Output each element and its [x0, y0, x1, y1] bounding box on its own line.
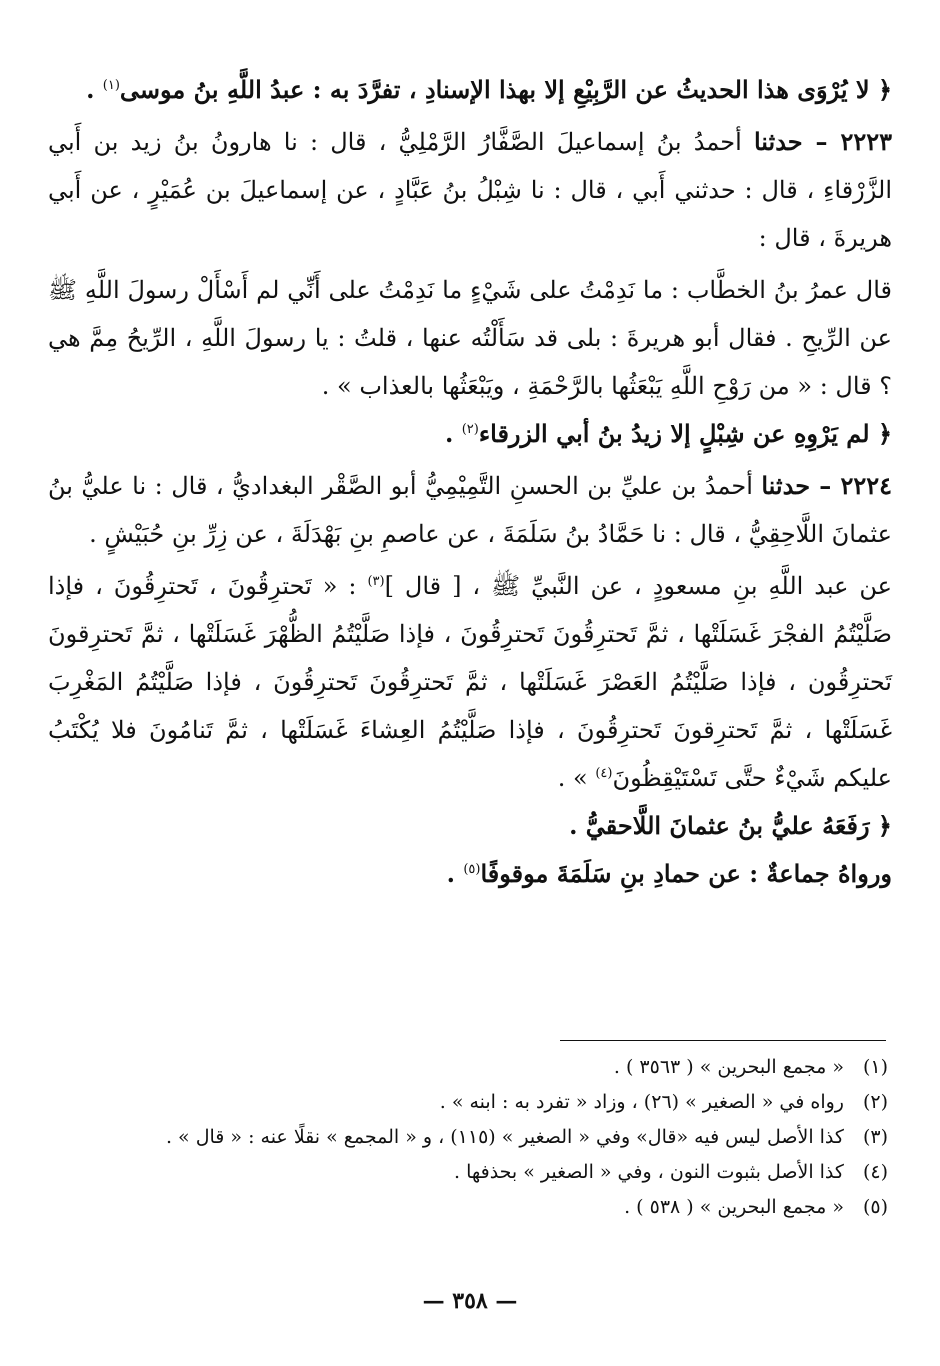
hadith-text: أحمدُ بنُ إسماعيلَ الصَّفَّارُ الرَّمْلِيُّ ، قال : نا هارونُ بنُ زيد بن أَبي الزَّرْقاءِ ، قال : حدثني أَبي ، قال : نا شِبْلُ بنُ عَبَّادٍ ، عن إسماعيلَ بن عُمَيْرٍ ، عن أَبي هريرةَ ، قال :: [48, 128, 892, 252]
remark-tail: .: [446, 859, 464, 888]
footnote-text: « مجمع البحرين » ( ٣٥٦٣ ) .: [613, 1056, 844, 1078]
remark-text: ورواهُ جماعةٌ : عن حمادِ بنِ سَلَمَةَ موقوفًا: [480, 859, 892, 888]
footnote-ref[interactable]: (٤): [595, 766, 613, 781]
footnote-ref[interactable]: (٥): [463, 862, 481, 877]
footnote-text: كذا الأصل بثبوت النون ، وفي « الصغير » بحذفها .: [453, 1161, 844, 1183]
hadith-number: ٢٢٢٤: [840, 471, 892, 500]
remark-tail: .: [86, 75, 103, 104]
footnote-number: (٥): [862, 1196, 888, 1218]
footnote-item: [48, 1120, 888, 1155]
hadith-text: أحمدُ بن عليِّ بن الحسنِ التَّمِيْمِيُّ أبو الصَّقْر البغداديُّ ، قال : نا عليُّ بنُ عثمانَ اللَّاحِقِيُّ ، قال : نا حَمَّادُ بنُ سَلَمَةَ ، عن عاصمِ بنِ بَهْدَلَةَ ، عن زِرِّ بنِ حُبَيْشٍ .: [48, 472, 892, 548]
remark-paragraph: [48, 850, 892, 898]
hadith-paragraph: [48, 118, 892, 262]
page-number: — ٣٥٨ —: [422, 1288, 518, 1314]
footnote-ref[interactable]: (١): [102, 78, 120, 93]
footnote-text: « مجمع البحرين » ( ٥٣٨ ) .: [624, 1196, 844, 1218]
hadith-body-text: عن عبد اللَّهِ بنِ مسعودٍ ، عن النَّبيِّ ﷺ ، [ قال ]: [384, 572, 893, 600]
footnote-number: (٣): [862, 1126, 888, 1148]
hadith-body: [48, 266, 892, 410]
footnote-number: (١): [862, 1056, 888, 1078]
footnote-text: رواه في « الصغير » (٢٦) ، وزاد « تفرد به : ابنه » .: [439, 1091, 844, 1113]
footnote-item: [48, 1155, 888, 1190]
remark-text: ﴿ لا يُرْوَى هذا الحديثُ عن الرَّبِيْعِ إلا بهذا الإسنادِ ، تفرَّدَ به : عبدُ اللَّهِ بنُ موسى: [119, 75, 892, 104]
footnote-text: كذا الأصل ليس فيه «قال» وفي « الصغير » (١١٥) ، و « المجمع » نقلًا عنه : « قال » .: [165, 1126, 844, 1148]
footnote-ref[interactable]: (٣): [367, 574, 385, 589]
remark-paragraph: [48, 410, 892, 458]
footnote-ref[interactable]: (٢): [461, 422, 479, 437]
hadith-paragraph: [48, 462, 892, 558]
remark-text: ﴿ رَفَعَهُ عليُّ بنُ عثمانَ اللَّاحقيُّ .: [569, 811, 892, 840]
footnote-divider: [560, 1040, 886, 1041]
remark-paragraph: [48, 802, 892, 850]
footnotes: [48, 1050, 888, 1225]
hadith-body-text: : « تَحترِقُونَ ، تَحترِقُونَ ، فإذا صَلَّيْتُمُ الفجْرَ غَسَلَتْها ، ثمَّ تَحترِقُونَ تَحترِقُونَ ، فإذا صَلَّيْتُمُ الظُّهْرَ غَسَلَتْها ، ثمَّ تَحترِقونَ تَحترِقُون ، فإذا صَلَّيْتُمُ العَصْرَ غَسَلَتْها ، ثمَّ تَحترِقُونَ تَحترِقُونَ ، فإذا صَلَّيْتُمُ المَغْرِبَ غَسَلَتْها ، ثمَّ تَحترِقونَ تَحترِقُونَ ، فإذا صَلَّيْتُمُ العِشاءَ غَسَلَتْها ، ثمَّ تَنامُونَ فلا يُكْتَبُ عليكم شَيْءٌ حتَّى تَسْتَيْقِظُونَ: [48, 572, 892, 792]
footnote-item: [48, 1190, 888, 1225]
hadith-number: ٢٢٢٣: [840, 127, 892, 156]
hadith-lead: – حدثنا: [761, 471, 841, 500]
remark-tail: .: [444, 419, 462, 448]
hadith-body: [48, 562, 892, 802]
hadith-body-tail: » .: [557, 764, 596, 792]
main-text: [48, 66, 892, 898]
footnote-item: [48, 1050, 888, 1085]
footnote-item: [48, 1085, 888, 1120]
footnote-number: (٤): [862, 1161, 888, 1183]
hadith-body-text: قال عمرُ بنُ الخطَّاب : ما نَدِمْتُ على شَيْءٍ ما نَدِمْتُ على أَنِّي لم أَسْأَلْ رسولَ اللَّهِ ﷺ عن الرِّيحِ . فقال أبو هريرةَ : بلى قد سَأَلْتُه عنها ، قلتُ : يا رسولَ اللَّهِ ، الرِّيحُ مِمَّ هي ؟ قال : « من رَوْحِ اللَّهِ يَبْعَثُها بالرَّحْمَةِ ، ويَبْعَثُها بالعذاب » .: [48, 276, 893, 400]
remark-text: ﴿ لم يَرْوِهِ عن شِبْلٍ إلا زيدُ بنُ أبي الزرقاء: [478, 419, 892, 448]
hadith-lead: – حدثنا: [753, 127, 841, 156]
footnote-number: (٢): [862, 1091, 888, 1113]
remark-paragraph: [48, 66, 892, 114]
